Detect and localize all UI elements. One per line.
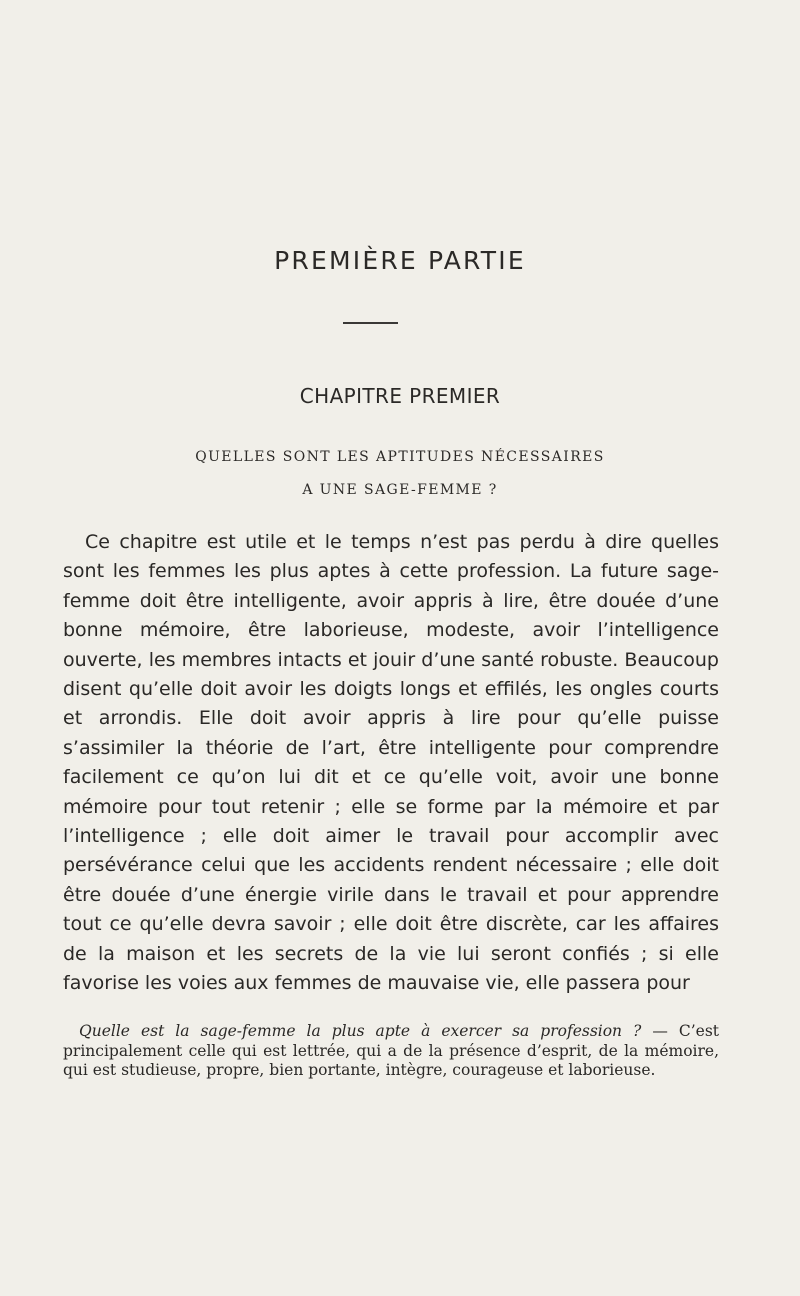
chapter-subtitle-line-2: A UNE SAGE-FEMME ?: [302, 482, 498, 498]
chapter-subtitle: [0, 441, 800, 507]
footnote: [63, 1022, 719, 1081]
footnote-question: Quelle est la sage-femme la plus apte à exercer sa profession ?: [79, 1022, 642, 1040]
footnote-answer: — C’est principalement celle qui est lettrée, qui a de la présence d’esprit, de la mémoire, qui est studieuse, propre, bien portante, intègre, courageuse et laborieuse.: [63, 1022, 720, 1079]
title-divider: [343, 322, 398, 324]
body-paragraph: Ce chapitre est utile et le temps n’est pas perdu à dire quelles sont les femmes les plus aptes à cette profession. La future sage-femme doit être intelligente, avoir appris à lire, être douée d’une bonne mémoire, être laborieuse, modeste, avoir l’intelligence ouverte, les membres intacts et jouir d’une santé robuste. Beaucoup disent qu’elle doit avoir les doigts longs et effilés, les ongles courts et arrondis. Elle doit avoir appris à lire pour qu’elle puisse s’assimiler la théorie de l’art, être intelligente pour comprendre facilement ce qu’on lui dit et ce qu’elle voit, avoir une bonne mémoire pour tout retenir ; elle se forme par la mémoire et par l’intelligence ; elle doit aimer le travail pour accomplir avec persévérance celui que les accidents rendent nécessaire ; elle doit être douée d’une énergie virile dans le travail et pour apprendre tout ce qu’elle devra savoir ; elle doit être discrète, car les affaires de la maison et les secrets de la vie lui seront confiés ; si elle favorise les voies aux femmes de mauvaise vie, elle passera pour: [63, 531, 719, 995]
part-title: PREMIÈRE PARTIE: [274, 246, 526, 275]
chapter-title: CHAPITRE PREMIER: [299, 384, 501, 408]
chapter-subtitle-line-1: QUELLES SONT LES APTITUDES NÉCESSAIRES: [195, 449, 605, 465]
